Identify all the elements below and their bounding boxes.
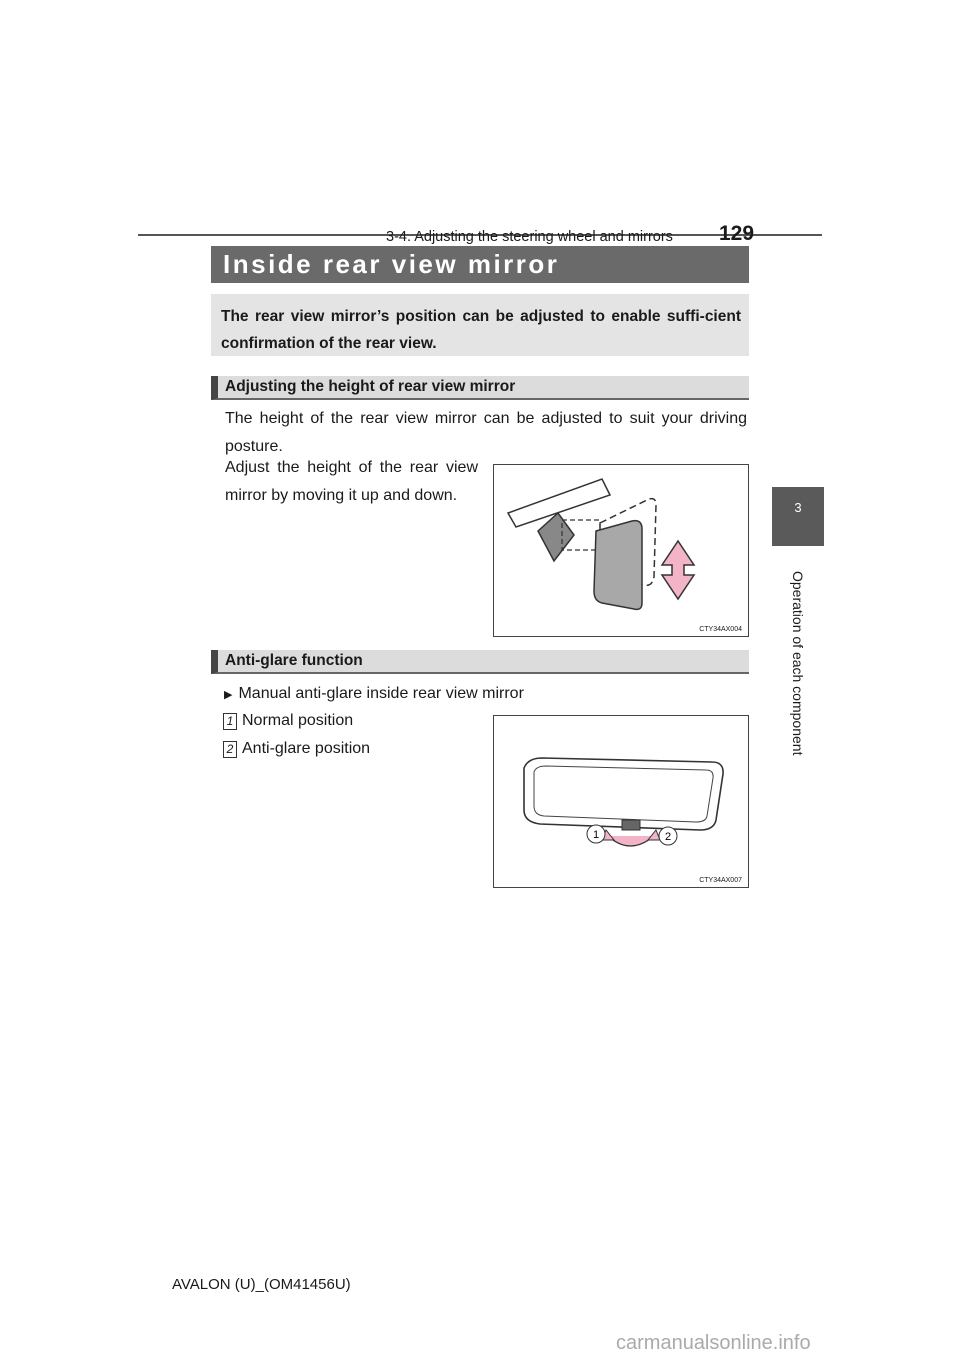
page-number: 129 xyxy=(719,222,755,245)
chapter-tab xyxy=(772,487,824,546)
subheading-antiglare: Anti-glare function xyxy=(225,652,363,669)
callout-number-1: 1 xyxy=(223,713,237,730)
chapter-number: 3 xyxy=(794,500,802,515)
figure-label-1: 1 xyxy=(592,829,600,841)
item-antiglare-position: Anti-glare position xyxy=(242,740,371,757)
bullet-item xyxy=(224,680,524,709)
figure-label-2: 2 xyxy=(664,831,672,843)
callout-number-2: 2 xyxy=(223,741,237,758)
figure-code-1: CTY34AX004 xyxy=(699,626,742,633)
footer-model: AVALON (U)_(OM41456U) xyxy=(172,1276,351,1293)
subheading-height: Adjusting the height of rear view mirror xyxy=(225,378,516,395)
section-header: 3-4. Adjusting the steering wheel and mirrors xyxy=(386,229,673,245)
mirror-height-illustration xyxy=(494,465,748,636)
bullet-text: Manual anti-glare inside rear view mirror xyxy=(238,685,524,702)
intro-text: The rear view mirror’s position can be adjusted to enable suffi-cient confirmation of the rear view. xyxy=(221,308,741,352)
figure-code-2: CTY34AX007 xyxy=(699,877,742,884)
chapter-title: Operation of each component xyxy=(790,571,806,756)
antiglare-illustration xyxy=(494,716,748,887)
item-normal-position: Normal position xyxy=(242,712,354,729)
body-paragraph-adjust: Adjust the height of the rear view mirror by moving it up and down. xyxy=(225,459,478,504)
page-title: Inside rear view mirror xyxy=(223,249,560,279)
mirror-height-figure xyxy=(493,464,749,637)
watermark: carmanualsonline.info xyxy=(616,1332,811,1354)
antiglare-figure xyxy=(493,715,749,888)
body-paragraph-height: The height of the rear view mirror can be adjusted to suit your driving posture. xyxy=(225,410,747,455)
bullet-arrow-icon: ▶ xyxy=(224,689,233,701)
